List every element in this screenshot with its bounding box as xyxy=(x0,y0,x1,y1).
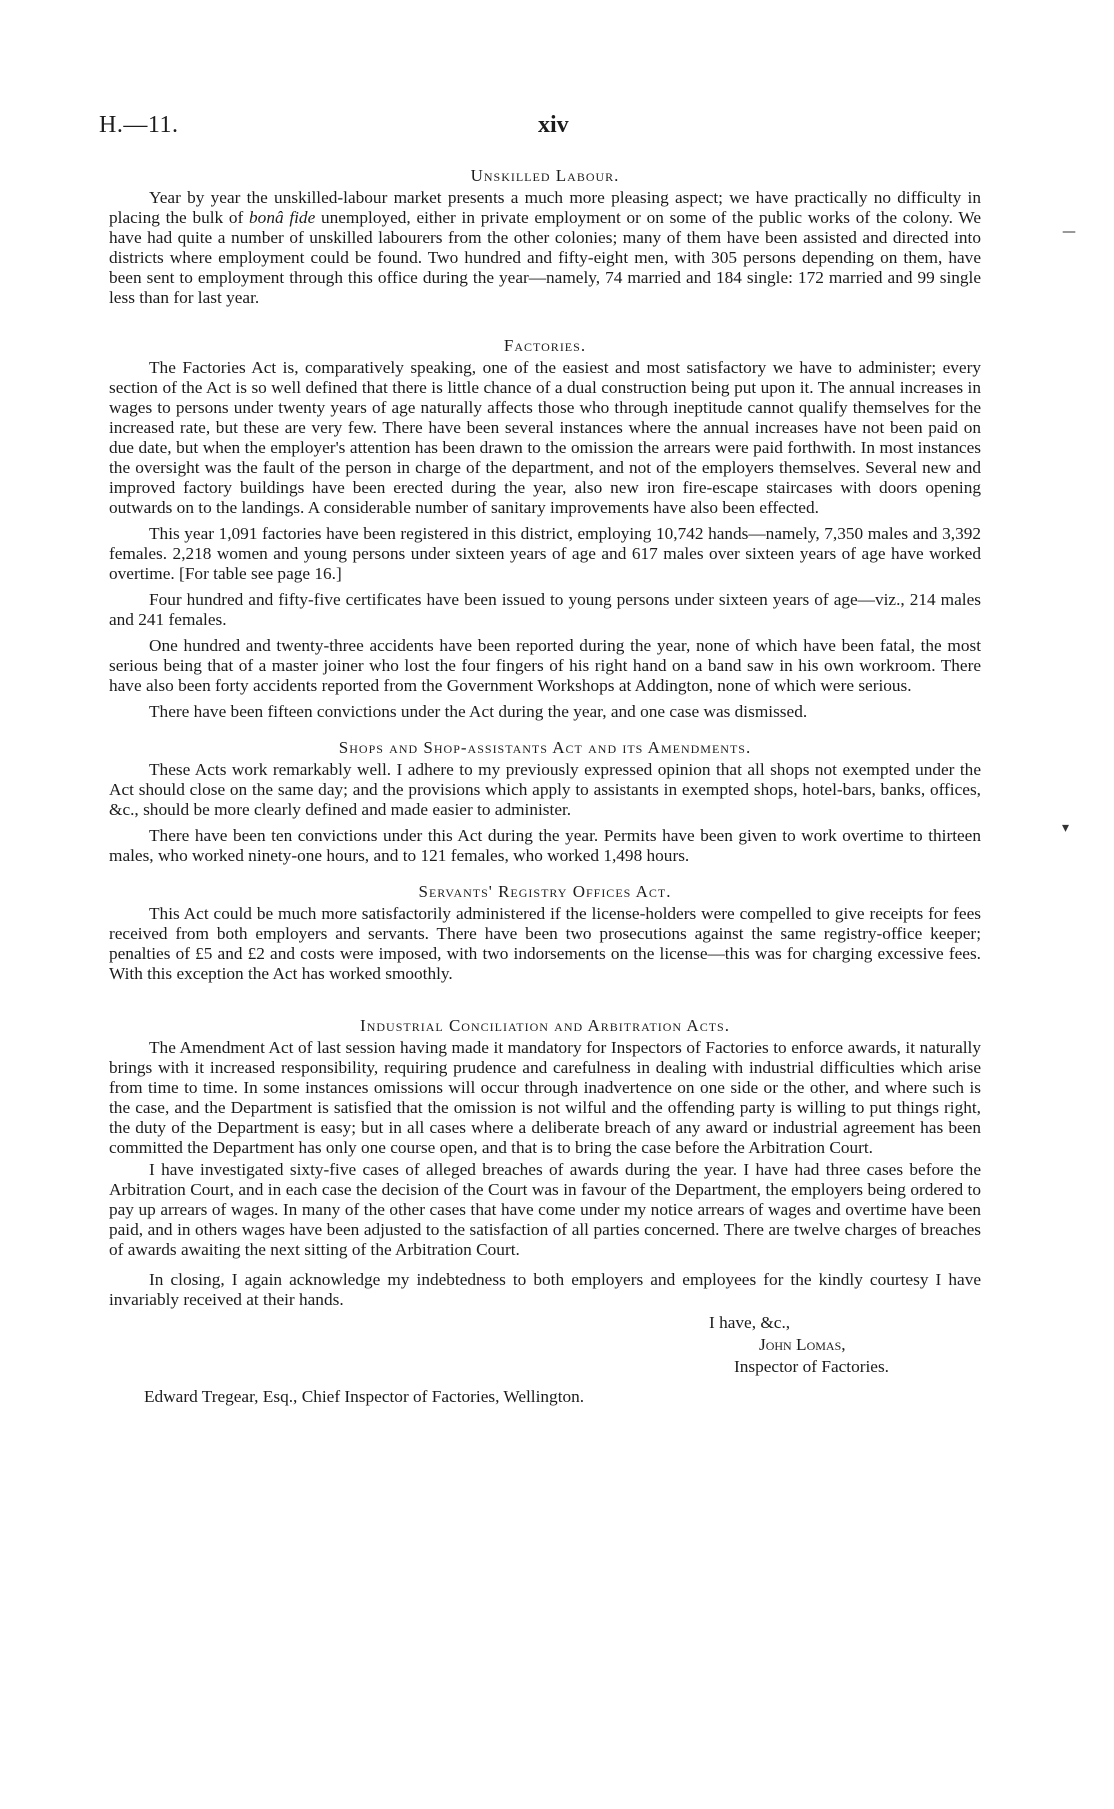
margin-arrow-mark: ▾ xyxy=(1062,820,1070,836)
paragraph-factories-3: Four hundred and fifty-five certificates have been issued to young persons under sixteen years of age—viz., 214 males and 241 females. xyxy=(109,590,981,629)
paragraph-factories-4: One hundred and twenty-three accidents have been reported during the year, none of which have been fatal, the most serious being that of a master joiner who lost the four fingers of his right hand on a band saw in his own workroom. There have also been forty accidents reported from the Government Workshops at Addington, none of which were serious. xyxy=(109,636,981,695)
paragraph-closing: In closing, I again acknowledge my indebtedness to both employers and employees for the kindly courtesy I have invariably received at their hands. xyxy=(109,1270,981,1309)
signature-name: John Lomas, xyxy=(759,1335,846,1354)
section-title-factories: Factories. xyxy=(503,336,587,355)
paragraph-factories-5: There have been fifteen convictions under the Act during the year, and one case was dismissed. xyxy=(149,702,808,721)
paragraph-industrial-1: The Amendment Act of last session having made it mandatory for Inspectors of Factories to enforce awards, it naturally brings with it increased responsibility, requiring prudence and carefulness in dealing with industrial difficulties which arise from time to time. In some instances omissions will occur through inadvertence on one side or the other, and where such is the case, and the Department is satisfied that the omission is not wilful and the offending party is willing to put things right, the duty of the Department is easy; but in all cases where a deliberate breach of any award or industrial agreement has been committed the Department has only one course open, and that is to bring the case before the Arbitration Court. xyxy=(109,1038,981,1157)
paragraph-unskilled-1 xyxy=(109,188,981,308)
signature-title: Inspector of Factories. xyxy=(734,1357,889,1376)
page-number: xiv xyxy=(538,112,569,138)
document-body xyxy=(109,166,981,1408)
paragraph-industrial-2: I have investigated sixty-five cases of alleged breaches of awards during the year. I have had three cases before the Arbitration Court, and in each case the decision of the Court was in favour of the Department, the employers being ordered to pay up arrears of wages. In many of the other cases that have come under my notice arrears of wages and overtime have been paid, and in others wages have been adjusted to the satisfaction of all parties concerned. There are twelve charges of breaches of awards awaiting the next sitting of the Arbitration Court. xyxy=(109,1160,981,1259)
paragraph-servants-1: This Act could be much more satisfactorily administered if the license-holders were compelled to give receipts for fees received from both employers and servants. There have been two prosecutions against the same registry-office keeper; penalties of £5 and £2 and costs were imposed, with two indorsements on the license—this was for charging excessive fees. With this exception the Act has worked smoothly. xyxy=(109,904,981,983)
section-title-shops: Shops and Shop-assistants Act and its Amendments. xyxy=(338,738,752,757)
paragraph-text: unemployed, either in private employment or on some of the public works of the colony. We have had quite a number of unskilled labourers from the other colonies; many of them have been assisted and directed into districts where employment could be found. Two hundred and fifty-eight men, with 305 persons depending on them, have been sent to employment through this office during the year—namely, 74 married and 184 single: 172 married and 99 single less than for last year. xyxy=(109,208,981,307)
addressee: Edward Tregear, Esq., Chief Inspector of Factories, Wellington. xyxy=(144,1387,585,1406)
paragraph-shops-2: There have been ten convictions under this Act during the year. Permits have been given to work overtime to thirteen males, who worked ninety-one hours, and to 121 females, who worked 1,498 hours. xyxy=(109,826,981,865)
signoff: I have, &c., xyxy=(709,1313,791,1332)
margin-dash-mark: — xyxy=(1062,224,1076,240)
section-title-servants-registry: Servants' Registry Offices Act. xyxy=(418,882,672,901)
section-title-unskilled-labour: Unskilled Labour. xyxy=(470,166,620,185)
paragraph-factories-1: The Factories Act is, comparatively speaking, one of the easiest and most satisfactory we have to administer; every section of the Act is so well defined that there is little chance of a dual construction being put upon it. The annual increases in wages to persons under twenty years of age naturally affects those who through ineptitude cannot qualify themselves for the increased rate, but these are very few. There have been several instances where the annual increases have not been paid on due date, but when the employer's attention has been drawn to the omission the arrears were paid forthwith. In most instances the oversight was the fault of the person in charge of the department, and not of the employers themselves. Several new and improved factory buildings have been erected during the year, also new iron fire-escape staircases with doors opening outwards on to the landings. A considerable number of sanitary improvements have also been effected. xyxy=(109,358,981,517)
paragraph-factories-2: This year 1,091 factories have been registered in this district, employing 10,742 hands—namely, 7,350 males and 3,392 females. 2,218 women and young persons under sixteen years of age and 617 males over sixteen years of age have worked overtime. [For table see page 16.] xyxy=(109,524,981,583)
paragraph-shops-1: These Acts work remarkably well. I adhere to my previously expressed opinion that all shops not exempted under the Act should close on the same day; and the provisions which apply to assistants in exempted shops, hotel-bars, banks, offices, &c., should be more clearly defined and made easier to administer. xyxy=(109,760,981,819)
paragraph-text: Year by year the unskilled-labour market presents a much more pleasing aspect; we have practically no difficulty in placing the bulk of xyxy=(109,188,981,227)
document-reference: H.—11. xyxy=(99,112,179,138)
italic-term: bonâ fide xyxy=(249,208,316,227)
section-title-industrial-conciliation: Industrial Conciliation and Arbitration Acts. xyxy=(360,1016,730,1035)
